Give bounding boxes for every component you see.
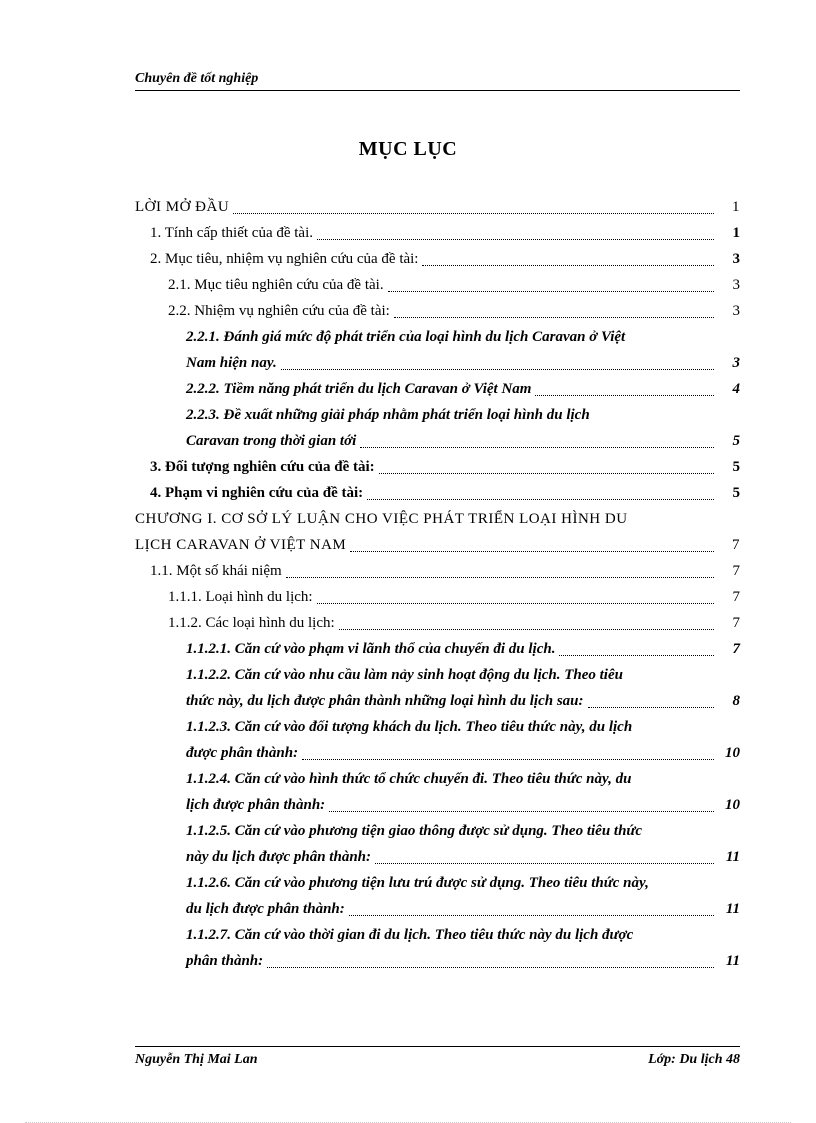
page-number: 7 (732, 615, 740, 631)
page-number: 8 (732, 693, 740, 709)
dot-leader (281, 369, 714, 370)
page-number: 11 (725, 901, 740, 917)
page-number: 5 (732, 433, 740, 449)
toc-entry-3[interactable]: 3. Đối tượng nghiên cứu của đề tài: 5 (135, 454, 740, 480)
page-number: 7 (732, 641, 740, 657)
page-number: 7 (732, 537, 740, 553)
toc-entry-2-2-2[interactable]: 2.2.2. Tiềm năng phát triển du lịch Caravan ở Việt Nam 4 (135, 376, 740, 402)
dot-leader (588, 707, 715, 708)
dot-leader (350, 551, 714, 552)
toc-entry-2-2[interactable]: 2.2. Nhiệm vụ nghiên cứu của đề tài: 3 (135, 298, 740, 324)
page-title: MỤC LỤC (358, 138, 458, 160)
page-number: 10 (725, 797, 740, 813)
page-number: 3 (732, 355, 740, 371)
toc-entry-1-1[interactable]: 1.1. Một số khái niệm 7 (135, 558, 740, 584)
toc-entry-1-1-2[interactable]: 1.1.2. Các loại hình du lịch: 7 (135, 610, 740, 636)
dot-leader (339, 629, 714, 630)
dot-leader (367, 499, 714, 500)
dot-leader (535, 395, 714, 396)
toc-entry-2-1[interactable]: 2.1. Mục tiêu nghiên cứu của đề tài. 3 (135, 272, 740, 298)
dot-leader (422, 265, 714, 266)
toc-entry-chuong-1[interactable]: CHƯƠNG I. CƠ SỞ LÝ LUẬN CHO VIỆC PHÁT TRIỂN LOẠI HÌNH DU LỊCH CARAVAN Ở VIỆT NAM 7 (135, 506, 740, 558)
page-number: 4 (732, 381, 740, 397)
page-number: 7 (732, 563, 740, 579)
page-number: 7 (732, 589, 740, 605)
toc-entry-1-1-2-1[interactable]: 1.1.2.1. Căn cứ vào phạm vi lãnh thổ của chuyến đi du lịch. 7 (135, 636, 740, 662)
page-number: 1 (732, 225, 740, 241)
toc-entry-1-1-2-7[interactable]: 1.1.2.7. Căn cứ vào thời gian đi du lịch. Theo tiêu thức này du lịch được phân thành: 11 (135, 922, 740, 974)
toc-entry-1-1-2-3[interactable]: 1.1.2.3. Căn cứ vào đối tượng khách du lịch. Theo tiêu thức này, du lịch được phân thành: 10 (135, 714, 740, 766)
toc-entry-2-2-1[interactable]: 2.2.1. Đánh giá mức độ phát triển của loại hình du lịch Caravan ở Việt Nam hiện nay. 3 (135, 324, 740, 376)
dot-leader (233, 213, 714, 214)
dot-leader (349, 915, 714, 916)
dot-leader (360, 447, 714, 448)
page-number: 11 (725, 849, 740, 865)
page-footer (135, 1046, 740, 1067)
page-number: 3 (732, 251, 740, 267)
dot-leader (267, 967, 714, 968)
toc-entry-1-1-2-5[interactable]: 1.1.2.5. Căn cứ vào phương tiện giao thông được sử dụng. Theo tiêu thức này du lịch được phân thành: 11 (135, 818, 740, 870)
toc-entry-1-1-2-6[interactable]: 1.1.2.6. Căn cứ vào phương tiện lưu trú được sử dụng. Theo tiêu thức này, du lịch được phân thành: 11 (135, 870, 740, 922)
toc-entry-2[interactable]: 2. Mục tiêu, nhiệm vụ nghiên cứu của đề tài: 3 (135, 246, 740, 272)
page-number: 3 (732, 277, 740, 293)
page-number: 5 (732, 459, 740, 475)
dot-leader (388, 291, 714, 292)
dot-leader (375, 863, 714, 864)
dot-leader (317, 603, 714, 604)
dot-leader (329, 811, 714, 812)
page-number: 11 (725, 953, 740, 969)
dot-leader (394, 317, 714, 318)
footer-class: Lớp: Du lịch 48 (648, 1052, 740, 1067)
toc-entry-1-1-1[interactable]: 1.1.1. Loại hình du lịch: 7 (135, 584, 740, 610)
dot-leader (317, 239, 714, 240)
page-number: 10 (725, 745, 740, 761)
page-number: 3 (732, 303, 740, 319)
dot-leader (286, 577, 714, 578)
toc-entry-1[interactable]: 1. Tính cấp thiết của đề tài. 1 (135, 220, 740, 246)
page-number: 5 (732, 485, 740, 501)
toc-entry-1-1-2-2[interactable]: 1.1.2.2. Căn cứ vào nhu cầu làm nảy sinh hoạt động du lịch. Theo tiêu thức này, du lịch được phân thành những loại hình du lịch sau: 8 (135, 662, 740, 714)
toc-entry-4[interactable]: 4. Phạm vi nghiên cứu của đề tài: 5 (135, 480, 740, 506)
toc-entry-2-2-3[interactable]: 2.2.3. Đề xuất những giải pháp nhằm phát triển loại hình du lịch Caravan trong thời gian tới 5 (135, 402, 740, 454)
dot-leader (302, 759, 714, 760)
dot-leader (379, 473, 714, 474)
footer-author: Nguyễn Thị Mai Lan (135, 1052, 258, 1067)
header-text: Chuyên đề tốt nghiệp (135, 71, 259, 86)
dot-leader (559, 655, 714, 656)
toc-entry-1-1-2-4[interactable]: 1.1.2.4. Căn cứ vào hình thức tổ chức chuyến đi. Theo tiêu thức này, du lịch được phân thành: 10 (135, 766, 740, 818)
page-header (135, 70, 740, 91)
toc-entry-loi-mo-dau[interactable]: LỜI MỞ ĐẦU 1 (135, 194, 740, 220)
page-number: 1 (732, 199, 740, 215)
table-of-contents (135, 194, 740, 974)
